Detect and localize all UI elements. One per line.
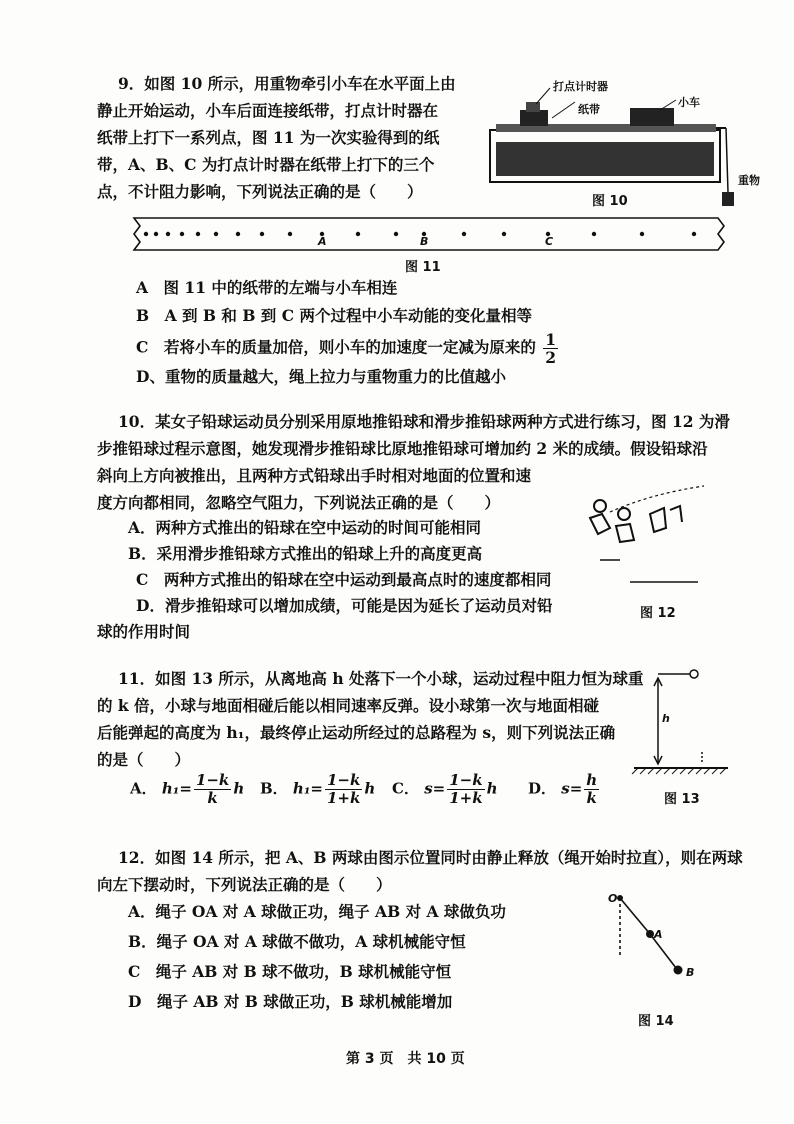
q11-c-frac xyxy=(447,772,484,807)
frac-num: 1 xyxy=(545,330,557,349)
q9-option-b: B A 到 B 和 B 到 C 两个过程中小车动能的变化量相等 xyxy=(136,306,532,325)
fig12-caption: 图 12 xyxy=(640,606,676,621)
q10-line-3: 斜向上方向被推出，且两种方式铅球出手时相对地面的位置和速 xyxy=(97,466,532,485)
q12-line-2: 向左下摆动时，下列说法正确的是（ ） xyxy=(97,875,392,894)
figure-11-tape xyxy=(128,212,728,256)
q10-line-4: 度方向都相同，忽略空气阻力，下列说法正确的是（ ） xyxy=(97,493,501,512)
q9-line-3: 纸带上打下一系列点，图 11 为一次实验得到的纸 xyxy=(97,128,440,147)
q11-c-label: C． xyxy=(392,779,419,798)
q11-option-a xyxy=(130,772,244,807)
figure-13 xyxy=(628,664,738,784)
fig11-point-a: A xyxy=(318,235,327,248)
q11-d-label: D． xyxy=(528,779,557,798)
q10-line-2: 步推铅球过程示意图，她发现滑步推铅球比原地推铅球可增加约 2 米的成绩。假设铅球沿 xyxy=(97,439,708,458)
q11-line-3: 后能弹起的高度为 h₁，最终停止运动所经过的总路程为 s，则下列说法正确 xyxy=(97,723,616,742)
q9-option-d: D、重物的质量越大，绳上拉力与重物重力的比值越小 xyxy=(136,367,506,386)
frac-den: 1+k xyxy=(449,789,483,807)
q11-option-b xyxy=(260,772,375,807)
q9-option-c xyxy=(136,331,560,366)
q11-line-4: 的是（ ） xyxy=(97,750,191,769)
q10-line-1: 10．某女子铅球运动员分别采用原地推铅球和滑步推铅球两种方式进行练习，图 12 为滑 xyxy=(118,412,730,431)
q9-line-5: 点，不计阻力影响，下列说法正确的是（ ） xyxy=(97,182,423,201)
frac-num: 1−k xyxy=(449,771,483,789)
frac-den: k xyxy=(207,789,218,807)
q11-b-label: B． xyxy=(260,779,288,798)
figure-12 xyxy=(580,484,720,594)
frac-den: k xyxy=(586,789,597,807)
fig11-point-c: C xyxy=(545,235,554,248)
q11-b-rhs: h xyxy=(364,779,376,798)
q9-line-2: 静止开始运动，小车后面连接纸带，打点计时器在 xyxy=(97,101,439,120)
page-footer: 第 3 页 共 10 页 xyxy=(346,1051,465,1067)
q12-option-c: C 绳子 AB 对 B 球不做功，B 球机械能守恒 xyxy=(128,962,452,981)
fig10-label-cart: 小车 xyxy=(678,96,700,109)
fig14-label-a: A xyxy=(654,928,663,941)
fig11-caption: 图 11 xyxy=(405,260,441,275)
q11-b-frac xyxy=(325,772,362,807)
fig10-label-weight: 重物 xyxy=(738,174,760,187)
q11-a-rhs: h xyxy=(233,779,245,798)
frac-num: h xyxy=(586,771,598,789)
q10-option-c: C 两种方式推出的铅球在空中运动到最高点时的速度都相同 xyxy=(136,570,552,589)
fig14-label-b: B xyxy=(686,966,695,979)
q11-a-lhs: h₁= xyxy=(161,779,192,798)
pivot-o xyxy=(617,895,623,901)
q11-a-label: A． xyxy=(130,779,157,798)
fig14-caption: 图 14 xyxy=(638,1014,674,1029)
fig14-label-o: O xyxy=(608,892,618,905)
frac-num: 1−k xyxy=(326,771,361,789)
q10-option-d: D．滑步推铅球可以增加成绩，可能是因为延长了运动员对铅 xyxy=(136,596,553,615)
q11-b-lhs: h₁= xyxy=(292,779,323,798)
q9-option-c-text: C 若将小车的质量加倍，则小车的加速度一定减为原来的 xyxy=(136,337,536,357)
fig10-label-timer: 打点计时器 xyxy=(553,80,608,93)
frac-den: 1+k xyxy=(326,789,361,807)
q11-a-frac xyxy=(194,772,231,807)
q11-line-2: 的 k 倍，小球与地面相碰后能以相同速率反弹。设小球第一次与地面相碰 xyxy=(97,696,600,715)
q11-d-lhs: s= xyxy=(561,779,583,798)
q10-option-d-cont: 球的作用时间 xyxy=(97,622,191,641)
q12-option-b: B．绳子 OA 对 A 球做不做功，A 球机械能守恒 xyxy=(128,932,466,951)
q9-line-4: 带，A、B、C 为打点计时器在纸带上打下的三个 xyxy=(97,155,435,174)
q9-line-1: 9．如图 10 所示，用重物牵引小车在水平面上由 xyxy=(118,74,456,93)
q11-option-c xyxy=(392,772,498,807)
figure-14 xyxy=(606,886,716,996)
fig13-caption: 图 13 xyxy=(664,792,700,807)
q12-line-1: 12．如图 14 所示，把 A、B 两球由图示位置同时由静止释放（绳开始时拉直），则在两球 xyxy=(118,848,743,867)
q11-d-frac xyxy=(584,772,599,807)
q11-c-lhs: s= xyxy=(424,779,446,798)
fig10-caption: 图 10 xyxy=(592,194,628,209)
frac-num: 1−k xyxy=(195,771,230,789)
q12-option-a: A．绳子 OA 对 A 球做正功，绳子 AB 对 A 球做负功 xyxy=(128,902,506,921)
ball-b xyxy=(674,966,683,975)
fraction-half xyxy=(543,331,558,366)
q12-option-d: D 绳子 AB 对 B 球做正功，B 球机械能增加 xyxy=(128,992,453,1011)
q10-option-a: A．两种方式推出的铅球在空中运动的时间可能相同 xyxy=(128,518,482,537)
q11-option-d xyxy=(528,772,601,807)
q10-option-b: B．采用滑步推铅球方式推出的铅球上升的高度更高 xyxy=(128,544,483,563)
q11-c-rhs: h xyxy=(486,779,498,798)
fig11-point-b: B xyxy=(420,235,429,248)
q11-line-1: 11．如图 13 所示，从离地高 h 处落下一个小球，运动过程中阻力恒为球重 xyxy=(118,669,644,688)
frac-den: 2 xyxy=(545,348,557,367)
fig10-label-tape: 纸带 xyxy=(578,103,600,116)
fig13-label-h: h xyxy=(662,712,670,725)
q9-option-a: A 图 11 中的纸带的左端与小车相连 xyxy=(136,278,398,297)
ball-a xyxy=(646,930,654,938)
